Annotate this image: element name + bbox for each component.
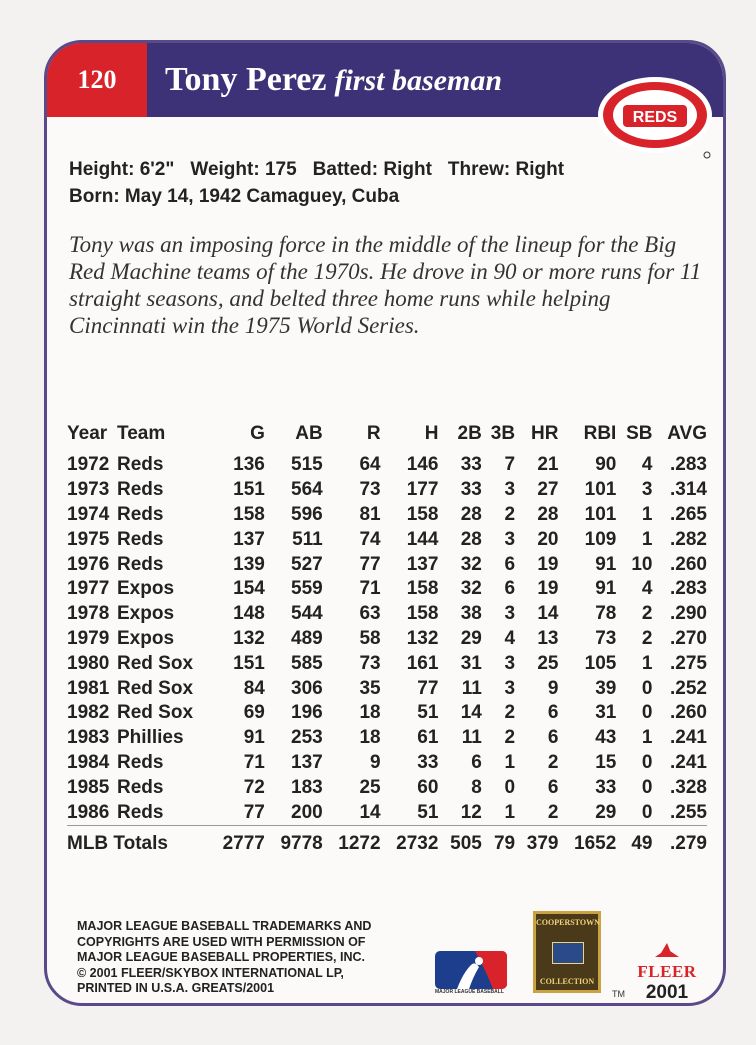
stat-cell: 61 (417, 727, 439, 749)
stat-cell: 14 (460, 702, 482, 724)
stat-cell: 200 (291, 801, 323, 823)
year-cell: 1973 (67, 479, 110, 501)
stat-cell: 4 (641, 578, 653, 600)
stat-cell: 33 (595, 776, 617, 798)
stat-cell: 136 (233, 454, 265, 476)
stat-cell: 544 (291, 603, 323, 625)
stat-cell: 139 (233, 553, 265, 575)
stat-cell: 32 (460, 553, 482, 575)
stat-cell: 33 (460, 479, 482, 501)
stat-cell: 158 (233, 503, 265, 525)
legal-line: COPYRIGHTS ARE USED WITH PERMISSION OF (77, 934, 366, 949)
stat-cell: 3 (504, 603, 516, 625)
total-cell: 49 (616, 825, 652, 859)
stat-cell: 0 (641, 776, 653, 798)
year-cell: 1975 (67, 528, 110, 550)
stat-cell: 72 (243, 776, 265, 798)
stat-cell: 20 (537, 528, 559, 550)
stat-cell: 2 (504, 702, 516, 724)
batted: Batted: Right (312, 159, 432, 180)
stat-cell: .290 (670, 603, 707, 625)
stat-cell: 101 (584, 479, 617, 501)
stat-cell: 146 (406, 454, 439, 476)
stat-cell: 29 (595, 801, 617, 823)
stat-cell: 527 (291, 553, 323, 575)
stat-cell: 21 (537, 454, 559, 476)
stats-row (67, 775, 707, 800)
stat-cell: .328 (670, 776, 707, 798)
stat-cell: 2 (641, 627, 653, 649)
team-cell: Reds (117, 528, 164, 550)
stats-row (67, 602, 707, 627)
stat-cell: .255 (670, 801, 707, 823)
totals-row (67, 825, 707, 859)
year-cell: 1978 (67, 603, 110, 625)
stat-cell: 132 (406, 627, 439, 649)
stat-cell: 0 (641, 702, 653, 724)
stat-cell: 14 (537, 603, 559, 625)
stat-cell: 3 (641, 479, 653, 501)
stat-cell: 1 (641, 727, 653, 749)
col-header: AVG (667, 423, 707, 444)
stat-cell: 33 (417, 751, 439, 773)
stat-cell: 0 (641, 677, 653, 699)
stats-body (67, 453, 707, 859)
stat-cell: 101 (584, 503, 617, 525)
stat-cell: .260 (670, 553, 707, 575)
stat-cell: 69 (243, 702, 265, 724)
born-line (69, 186, 415, 208)
player-position: first baseman (334, 64, 503, 97)
stat-cell: 1 (504, 751, 516, 773)
stat-cell: 158 (406, 603, 439, 625)
total-cell: 379 (515, 825, 558, 859)
stat-cell: 158 (406, 503, 439, 525)
mlb-logo-icon (435, 951, 507, 991)
stat-cell: .260 (670, 702, 707, 724)
stats-row (67, 651, 707, 676)
stat-cell: 6 (547, 776, 559, 798)
stats-row (67, 453, 707, 478)
stat-cell: 137 (233, 528, 265, 550)
stat-cell: .314 (670, 479, 707, 501)
stat-cell: 18 (359, 727, 381, 749)
stat-cell: 18 (359, 702, 381, 724)
weight: Weight: 175 (190, 159, 297, 180)
stat-cell: 1 (641, 528, 653, 550)
stat-cell: 2 (504, 503, 516, 525)
stat-cell: 28 (460, 528, 482, 550)
stat-cell: 13 (537, 627, 559, 649)
threw: Threw: Right (447, 159, 565, 180)
stat-cell: 137 (406, 553, 439, 575)
stat-cell: 6 (547, 727, 559, 749)
stat-cell: 14 (359, 801, 381, 823)
stat-cell: 73 (359, 479, 381, 501)
stat-cell: 4 (504, 627, 516, 649)
stats-row (67, 527, 707, 552)
stats-row (67, 577, 707, 602)
coop-bottom-text: COLLECTION (539, 977, 595, 986)
col-header: AB (295, 423, 323, 444)
stat-cell: 306 (291, 677, 323, 699)
year-cell: 1979 (67, 627, 110, 649)
stat-cell: .275 (670, 652, 707, 674)
team-cell: Reds (117, 553, 164, 575)
stats-row (67, 503, 707, 528)
stats-row (67, 627, 707, 652)
stat-cell: 1 (641, 503, 653, 525)
year-cell: 1986 (67, 801, 110, 823)
stat-cell: 2 (547, 751, 559, 773)
team-cell: Reds (117, 801, 164, 823)
stat-cell: 161 (406, 652, 439, 674)
stats-table (67, 423, 707, 859)
stat-cell: 28 (537, 503, 559, 525)
stat-cell: 1 (641, 652, 653, 674)
stat-cell: 91 (243, 727, 265, 749)
stat-cell: 77 (359, 553, 381, 575)
col-header: R (366, 423, 381, 444)
stat-cell: 9 (370, 751, 381, 773)
stats-row (67, 800, 707, 825)
stat-cell: 19 (537, 553, 559, 575)
stats-row (67, 751, 707, 776)
stat-cell: 6 (504, 553, 516, 575)
stat-cell: 28 (460, 503, 482, 525)
legal-line: PRINTED IN U.S.A. GREATS/2001 (77, 981, 275, 995)
stats-header-row (67, 423, 707, 453)
stat-cell: 12 (460, 801, 482, 823)
team-cell: Expos (117, 603, 175, 625)
stat-cell: 2 (504, 727, 516, 749)
stat-cell: 7 (504, 454, 516, 476)
stat-cell: 90 (595, 454, 617, 476)
team-cell: Reds (117, 454, 164, 476)
col-header: Year (67, 423, 108, 444)
col-header: 2B (457, 423, 482, 444)
team-cell: Red Sox (117, 702, 194, 724)
stat-cell: 196 (291, 702, 323, 724)
stats-row (67, 726, 707, 751)
mlb-mini-icon (552, 942, 584, 964)
stat-cell: .282 (670, 528, 707, 550)
total-cell: 505 (438, 825, 481, 859)
stat-cell: 15 (595, 751, 617, 773)
stat-cell: 137 (291, 751, 323, 773)
card-back (44, 40, 726, 1006)
stat-cell: 6 (471, 751, 482, 773)
total-cell: 9778 (265, 825, 323, 859)
team-cell: Expos (117, 578, 175, 600)
fleer-word: FLEER (637, 962, 697, 981)
stat-cell: 158 (406, 578, 439, 600)
stat-cell: 51 (417, 801, 439, 823)
vitals-line (69, 159, 580, 181)
stat-cell: 253 (291, 727, 323, 749)
stat-cell: 43 (595, 727, 617, 749)
stat-cell: 78 (595, 603, 617, 625)
fleer-logo (617, 943, 717, 1004)
stat-cell: 515 (291, 454, 323, 476)
trademark: TM (612, 989, 625, 999)
stat-cell: 91 (595, 578, 617, 600)
stat-cell: 31 (460, 652, 482, 674)
stat-cell: 596 (291, 503, 323, 525)
year-cell: 1972 (67, 454, 110, 476)
year-cell: 1982 (67, 702, 110, 724)
stat-cell: 11 (461, 727, 482, 749)
stat-cell: 1 (504, 801, 516, 823)
stat-cell: .270 (670, 627, 707, 649)
stat-cell: .283 (670, 578, 707, 600)
player-name: Tony Perez (165, 61, 327, 98)
stat-cell: 6 (504, 578, 516, 600)
stat-cell: 0 (641, 801, 653, 823)
year-cell: 1976 (67, 553, 110, 575)
stat-cell: 77 (243, 801, 265, 823)
stat-cell: 32 (460, 578, 482, 600)
total-cell: 79 (482, 825, 515, 859)
team-cell: Expos (117, 627, 175, 649)
coop-top-text: COOPERSTOWN (536, 918, 600, 927)
stat-cell: .241 (670, 727, 707, 749)
stat-cell: 489 (291, 627, 323, 649)
stat-cell: 29 (460, 627, 482, 649)
team-cell: Red Sox (117, 652, 194, 674)
stat-cell: .252 (670, 677, 707, 699)
stat-cell: 564 (291, 479, 323, 501)
fleer-year: 2001 (645, 982, 689, 1003)
stat-cell: 38 (460, 603, 482, 625)
born: Born: May 14, 1942 Camaguey, Cuba (69, 186, 400, 207)
player-title (165, 61, 502, 99)
stat-cell: 148 (233, 603, 265, 625)
stat-cell: 84 (243, 677, 265, 699)
team-cell: Reds (117, 751, 164, 773)
stat-cell: 511 (292, 528, 323, 550)
stat-cell: 19 (537, 578, 559, 600)
stats-row (67, 676, 707, 701)
stat-cell: 183 (291, 776, 323, 798)
stat-cell: 3 (504, 479, 516, 501)
stat-cell: 60 (417, 776, 439, 798)
stat-cell: 10 (631, 553, 653, 575)
stat-cell: 58 (359, 627, 381, 649)
stat-cell: 6 (547, 702, 559, 724)
stat-cell: 51 (417, 702, 439, 724)
stat-cell: 3 (504, 677, 516, 699)
stat-cell: 4 (641, 454, 653, 476)
stats-row (67, 478, 707, 503)
stat-cell: 64 (359, 454, 381, 476)
col-header: SB (626, 423, 653, 444)
stats-row (67, 552, 707, 577)
stat-cell: 8 (471, 776, 482, 798)
year-cell: 1977 (67, 578, 110, 600)
year-cell: 1983 (67, 727, 110, 749)
year-cell: 1974 (67, 503, 110, 525)
stat-cell: .283 (670, 454, 707, 476)
stat-cell: 105 (584, 652, 617, 674)
team-cell: Phillies (117, 727, 184, 749)
stat-cell: 109 (584, 528, 617, 550)
stat-cell: 81 (359, 503, 381, 525)
stat-cell: 25 (537, 652, 559, 674)
stat-cell: 2 (641, 603, 653, 625)
team-cell: Reds (117, 776, 164, 798)
total-cell: 1652 (558, 825, 616, 859)
height: Height: 6'2" (69, 159, 175, 180)
total-cell: 1272 (323, 825, 381, 859)
stat-cell: 11 (461, 677, 482, 699)
legal-line: MAJOR LEAGUE BASEBALL PROPERTIES, INC. (77, 950, 365, 964)
year-cell: 1981 (67, 677, 110, 699)
stat-cell: 0 (504, 776, 516, 798)
stat-cell: 0 (641, 751, 653, 773)
year-cell: 1985 (67, 776, 110, 798)
col-header: Team (117, 423, 166, 444)
stat-cell: 39 (595, 677, 617, 699)
year-cell: 1980 (67, 652, 110, 674)
team-cell: Reds (117, 479, 164, 501)
stat-cell: 35 (359, 677, 381, 699)
col-header: G (250, 423, 265, 444)
mlb-logo-text: MAJOR LEAGUE BASEBALL (435, 989, 504, 995)
stat-cell: 2 (547, 801, 559, 823)
totals-label: MLB Totals (67, 825, 207, 859)
stat-cell: 154 (233, 578, 265, 600)
stat-cell: 31 (595, 702, 617, 724)
stat-cell: 71 (243, 751, 265, 773)
col-header: RBI (583, 423, 617, 444)
stat-cell: 3 (504, 652, 516, 674)
stat-cell: 151 (233, 479, 265, 501)
stat-cell: 77 (417, 677, 439, 699)
stat-cell: 151 (233, 652, 265, 674)
stat-cell: 73 (359, 652, 381, 674)
fleer-star-icon (647, 943, 687, 957)
stat-cell: 33 (460, 454, 482, 476)
stat-cell: 25 (359, 776, 381, 798)
stat-cell: 74 (359, 528, 381, 550)
stat-cell: .241 (670, 751, 707, 773)
col-header: HR (531, 423, 559, 444)
legal-line: © 2001 FLEER/SKYBOX INTERNATIONAL LP, (77, 965, 344, 980)
reds-logo-text: REDS (632, 109, 678, 126)
stat-cell: 144 (406, 528, 439, 550)
stat-cell: 559 (291, 578, 323, 600)
stat-cell: 132 (233, 627, 265, 649)
total-cell: .279 (652, 825, 707, 859)
stat-cell: 71 (359, 578, 381, 600)
reds-logo-icon (595, 75, 713, 159)
cooperstown-collection-logo (533, 911, 601, 993)
stat-cell: 91 (595, 553, 617, 575)
stats-row (67, 701, 707, 726)
total-cell: 2732 (381, 825, 439, 859)
team-cell: Red Sox (117, 677, 194, 699)
stat-cell: .265 (670, 503, 707, 525)
col-header: 3B (490, 423, 516, 444)
total-cell: 2777 (207, 825, 265, 859)
stat-cell: 73 (595, 627, 617, 649)
stat-cell: 3 (504, 528, 516, 550)
stat-cell: 9 (547, 677, 559, 699)
player-bio: Tony was an imposing force in the middle of the lineup for the Big Red Machine teams of the 1970s. He drove in 90 or more runs for 11 straight seasons, and belted three home runs while helping Cincinnati win the 1975 World Series. (69, 232, 702, 338)
stat-cell: 63 (359, 603, 381, 625)
stat-cell: 177 (406, 479, 439, 501)
legal-text (77, 919, 371, 997)
legal-line: MAJOR LEAGUE BASEBALL TRADEMARKS AND (77, 919, 372, 933)
stat-cell: 585 (291, 652, 323, 674)
year-cell: 1984 (67, 751, 110, 773)
col-header: H (424, 423, 439, 444)
team-cell: Reds (117, 503, 164, 525)
stat-cell: 27 (537, 479, 559, 501)
card-number: 120 (47, 43, 147, 117)
